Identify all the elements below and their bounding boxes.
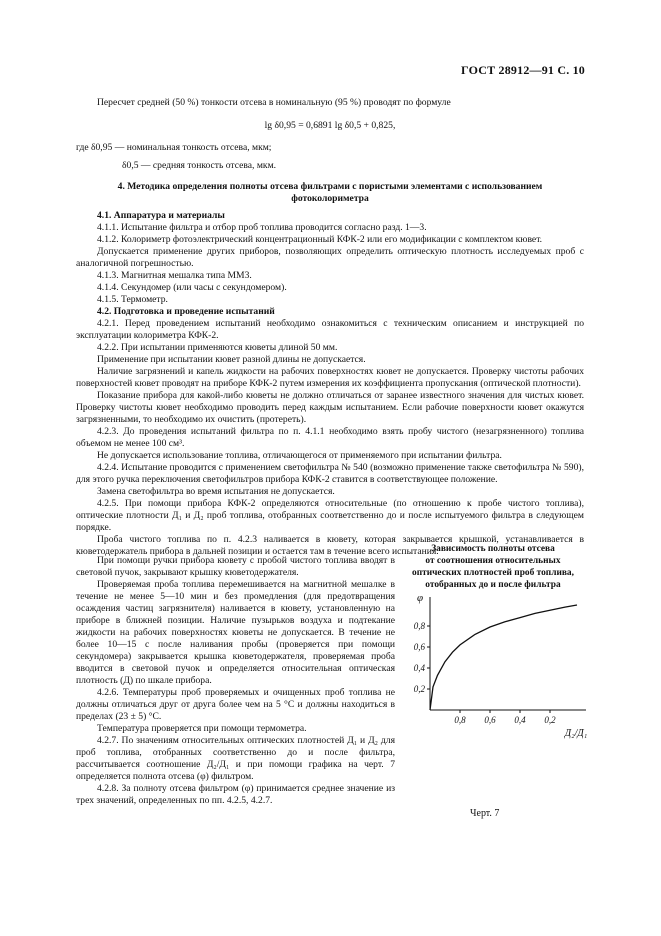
para-4-2-2-b: Применение при испытании кювет разной длины не допускается.: [97, 354, 366, 365]
figure-block: [398, 543, 588, 591]
para-4-2-3-b: Не допускается использование топлива, отличающегося от применяемого при испытании фильтра.: [97, 450, 502, 461]
para-4-2-2: 4.2.2. При испытании применяются кюветы длиной 50 мм.: [97, 342, 338, 353]
x-tick-label: 0,2: [544, 715, 556, 725]
subsection-4-2-title: 4.2. Подготовка и проведение испытаний: [97, 306, 275, 317]
body-full-width: [76, 210, 584, 558]
y-tick-label: 0,6: [413, 642, 425, 652]
para-4-2-1: 4.2.1. Перед проведением испытаний необходимо ознакомиться с техническим описанием и инструкцией по эксплуатации колориметра КФК-2.: [76, 318, 584, 341]
body-left-column: [76, 555, 395, 807]
para-4-1-3: 4.1.3. Магнитная мешалка типа ММ3.: [97, 270, 252, 281]
subsection-4-1-title: 4.1. Аппаратура и материалы: [97, 210, 225, 221]
figure-title-line-3: оптических плотностей проб топлива,: [412, 568, 574, 578]
para-4-1-2: 4.1.2. Колориметр фотоэлектрический концентрационный КФК-2 или его модификации с комплектом кювет.: [97, 234, 543, 245]
para-4-2-4: 4.2.4. Испытание проводится с применением светофильтра № 540 (возможно применение также светофильтра № 590), для этого ручка переключения светофильтров прибора КФК-2 ставится в соответствующее положение.: [76, 462, 584, 485]
para-4-2-4-b: Замена светофильтра во время испытания не допускается.: [97, 486, 335, 497]
para-4-2-3: 4.2.3. До проведения испытаний фильтра по п. 4.1.1 необходимо взять пробу чистого (незагрязненного) топлива объемом не менее 100 см³.: [76, 426, 584, 449]
section-4-title: [76, 181, 584, 205]
para-4-2-5-b: Проба чистого топлива по п. 4.2.3 наливается в кювету, которая закрывается крышкой, устанавливается в кюветодержатель прибора в дальней позиции и остается там в течение всего испытания.: [76, 534, 584, 557]
para-4-2-7: 4.2.7. По значениям относительных оптических плотностей Д₁ и Д₂ для проб топлива, отобранных соответственно до и после фильтра, рассчитывается соотношение Д₂/Д₁ и при помощи графика на черт. 7 определяется полнота отсева (φ) фильтром.: [76, 735, 395, 782]
figure-title-line-4: отобранных до и после фильтра: [425, 580, 561, 590]
para-4-1-1: 4.1.1. Испытание фильтра и отбор проб топлива проводится согласно разд. 1—3.: [97, 222, 427, 233]
para-4-2-2-c: Наличие загрязнений и капель жидкости на рабочих поверхностях кювет не допускается. Проверку чистоты рабочих поверхностей кювет проводят на приборе КФК-2 путем измерения их коэффициента пропускания (оптической плотности).: [76, 366, 584, 389]
x-axis-label: Д₂/Д₁: [564, 728, 588, 739]
para-4-1-2-note: Допускается применение других приборов, позволяющих определить оптическую плотность исследуемых проб с аналогичной погрешностью.: [76, 246, 584, 269]
y-tick-label: 0,8: [413, 621, 425, 631]
formula: lg δ0,95 = 0,6891 lg δ0,5 + 0,825,: [264, 120, 396, 131]
y-axis-label: φ: [416, 592, 424, 604]
figure-title-line-1: Зависимость полноты отсева: [431, 544, 555, 554]
figure-caption: Черт. 7: [470, 808, 500, 819]
chart-svg: [398, 592, 588, 775]
intro-block: [76, 97, 584, 109]
para-4-2-5-c: При помощи ручки прибора кювету с пробой чистого топлива вводят в световой пучок, закрывают крышку кюветодержателя.: [76, 555, 395, 578]
para-4-2-5: 4.2.5. При помощи прибора КФК-2 определяются относительные (по отношению к пробе чистого топлива), оптические плотности Д₁ и Д₂ проб топлива, отобранных соответственно до и после испытуемого фильтра в следующем порядке.: [76, 498, 584, 533]
x-tick-label: 0,4: [514, 715, 526, 725]
series-line: [430, 605, 577, 710]
para-4-2-5-d: Проверяемая проба топлива перемешивается на магнитной мешалке в течение не менее 5—10 мин и без промедления (для предотвращения осаждения частиц загрязнителя) наливается в кювету, установленную на приборе в ближней позиции. Наличие пузырьков воздуха и подтекание жидкости на рабочих поверхностях кюветы не допускается. В течение не более 10—15 с после наливания пробы (проверяется при помощи секундомера) закрывается крышка кюветодержателя, проверяемая проба вводится в световой пучок и определяется относительная оптическая плотность (Д) по шкале прибора.: [76, 579, 395, 686]
para-4-2-2-d: Показание прибора для какой-либо кюветы не должно отличаться от заранее известного значения для чистых кювет. Проверку чистоты кювет необходимо проводить перед каждым испытанием. Если рабочие поверхности кювет окажутся загрязненными, то необходимо их очистить (протереть).: [76, 390, 584, 425]
section-title-line-2: фотоколориметра: [291, 193, 369, 204]
formula-block: [76, 120, 584, 132]
where-line-1: где δ0,95 — номинальная тонкость отсева, мкм;: [76, 142, 272, 153]
para-4-2-6: 4.2.6. Температуры проб проверяемых и очищенных проб топлива не должны отличаться друг от друга более чем на 5 °С и должны находиться в пределах (23 ± 5) °С.: [76, 687, 395, 722]
para-4-1-4: 4.1.4. Секундомер (или часы с секундомером).: [97, 282, 287, 293]
para-4-1-5: 4.1.5. Термометр.: [97, 294, 168, 305]
para-4-2-6-b: Температура проверяется при помощи термометра.: [97, 723, 307, 734]
x-tick-label: 0,6: [484, 715, 496, 725]
y-tick-label: 0,4: [413, 663, 425, 673]
x-tick-label: 0,8: [454, 715, 466, 725]
figure-title-line-2: от соотношения относительных: [425, 556, 561, 566]
page-header: ГОСТ 28912—91 С. 10: [461, 63, 585, 77]
where-block: [76, 142, 584, 172]
y-tick-label: 0,2: [413, 684, 425, 694]
para-4-2-8: 4.2.8. За полноту отсева фильтром (φ) принимается среднее значение из трех значений, определенных по пп. 4.2.5, 4.2.7.: [76, 783, 395, 806]
intro-paragraph: Пересчет средней (50 %) тонкости отсева в номинальную (95 %) проводят по формуле: [97, 97, 451, 108]
section-title-line-1: 4. Методика определения полноты отсева фильтрами с пористыми элементами с использованием: [117, 181, 543, 192]
where-line-2: δ0,5 — средняя тонкость отсева, мкм.: [122, 160, 277, 171]
